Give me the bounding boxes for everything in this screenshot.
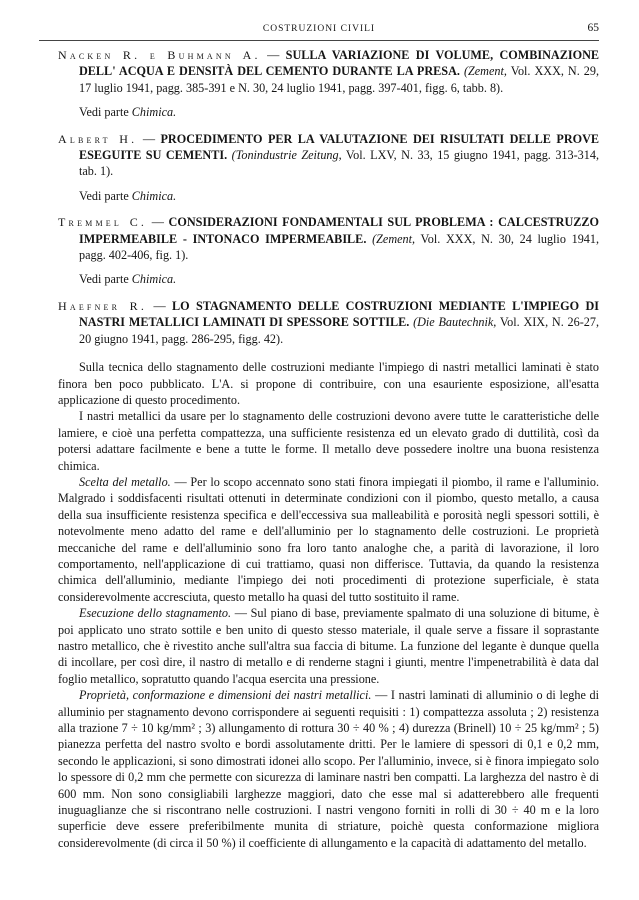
entry-author: Tremmel C. — [58, 215, 148, 230]
entry-title: LO STAGNAMENTO DELLE COSTRUZIONI MEDIANTE L'IMPIEGO DI NASTRI METALLICI LAMINATI DI SPESSORE SOTTILE. — [79, 298, 600, 330]
abstract-paragraph: I nastri metallici da usare per lo stagnamento delle costruzioni devono avere tutte le caratteristiche delle lamiere, e cioè una perfetta compattezza, una sufficiente resistenza ed un elevato grado di duttilità, così da potersi adattare facilmente e bene a tutte le forme. Il metallo deve possedere inoltre una buona resistenza chimica. — [58, 409, 599, 473]
entry-details: Vol. XXX, N. 30, 24 luglio 1941, pagg. 402-406, fig. 1). — [79, 231, 600, 263]
running-title: COSTRUZIONI CIVILI — [262, 24, 376, 34]
entry-author: Albert H. — [58, 131, 138, 146]
entry-author: Haefner R. — [58, 298, 148, 313]
section-heading: Proprietà, conformazione e dimensioni dei nastri metallici. — [79, 688, 372, 703]
entry-reference — [58, 131, 599, 180]
bibliographic-entry — [58, 47, 599, 121]
bibliographic-entry — [58, 131, 599, 205]
entry-dash: — — [142, 131, 156, 146]
entry-details: Vol. XXX, N. 29, 17 luglio 1941, pagg. 385-391 e N. 30, 24 luglio 1941, pagg. 397-401, figg. 6, tabb. 8). — [79, 64, 600, 95]
entry-title: SULLA VARIAZIONE DI VOLUME, COMBINAZIONE DELL' ACQUA E DENSITÀ DEL CEMENTO DURANTE LA PRESA. — [79, 48, 600, 79]
section-dash: — — [375, 688, 388, 703]
see-also-label: Vedi parte — [79, 105, 129, 120]
entry-title: CONSIDERAZIONI FONDAMENTALI SUL PROBLEMA : CALCESTRUZZO IMPERMEABILE - INTONACO IMPERMEABILE. — [79, 215, 599, 246]
header-rule — [39, 40, 599, 41]
entry-see-also — [79, 104, 599, 120]
page-number: 65 — [587, 22, 599, 34]
page-body — [58, 47, 599, 851]
entry-details: Vol. XIX, N. 26-27, 20 giugno 1941, pagg. 286-295, figg. 42). — [79, 315, 600, 346]
see-also-subject: Chimica. — [131, 188, 177, 203]
see-also-subject: Chimica. — [131, 105, 177, 120]
see-also-subject: Chimica. — [131, 272, 177, 287]
entry-abstract — [58, 359, 599, 851]
section-heading: Esecuzione dello stagnamento. — [79, 606, 231, 621]
entry-journal: (Die Bautechnik, — [413, 315, 497, 330]
entry-reference — [58, 47, 599, 96]
bibliographic-entry — [58, 214, 599, 288]
entry-title: PROCEDIMENTO PER LA VALUTAZIONE DEI RISULTATI DELLE PROVE ESEGUITE SU CEMENTI. — [79, 131, 600, 163]
section-dash: — — [234, 606, 247, 621]
section-dash: — — [174, 474, 187, 489]
entry-reference — [58, 214, 599, 263]
section-heading: Scelta del metallo. — [79, 474, 171, 489]
entry-author: Nacken R. e Buhmann A. — [58, 48, 261, 62]
section-text: Per lo scopo accennato sono stati finora impiegati il piombo, il rame e l'alluminio. Malgrado i soddisfacenti risultati ottenuti in determinate condizioni con il piombo, questo metallo, a causa della sua insufficiente resistenza specifica e dell'eccessiva sua malleabilità e porosità negli spessori sottili, è notevolmente meno adatto del rame e dell'alluminio per lo stagnamento delle costruzioni. Le proprietà meccaniche del rame e dell'alluminio sono fra loro tanto analoghe che, a parità di lavorazione, il loro comportamento, nell'applicazione di cui trattiamo, quasi non differisce. Tuttavia, da quando la resistenza chimica dell'alluminio, mediante l'impiego dei noti procedimenti di protezione superficiale, è stata considerevolmente accresciuta, questo metallo ha quasi del tutto sostituito il rame. — [58, 474, 600, 604]
entry-journal: (Zement, — [463, 64, 507, 79]
entry-dash: — — [267, 48, 280, 62]
entry-dash: — — [151, 215, 164, 230]
bibliographic-entry — [58, 298, 599, 851]
abstract-paragraph: Sulla tecnica dello stagnamento delle costruzioni mediante l'impiego di nastri metallici laminati è stato finora ben poco pubblicato. L'A. si propone di contribuire, con una esauriente esposizione, all'esatta applicazione di questo procedimento. — [58, 360, 599, 407]
entry-see-also — [79, 271, 599, 287]
abstract-paragraph — [58, 687, 599, 851]
section-text: Sul piano di base, previamente spalmato di una soluzione di bitume, è poi applicato uno strato sottile e ben unito di questo stesso materiale, il quale serve a fissare il soprastante nastro metallico, che è rivestito anche sull'altra sua faccia di bitume. La funzione del legante è dunque quella di incollare, per così dire, il nastro di metallo e di renderne stagni i giunti, mentre l'impenetrabilità è data dal foglio metallico, sopratutto quando l'acqua esercita una pressione. — [58, 606, 600, 686]
entry-see-also — [79, 188, 599, 204]
entry-dash: — — [153, 298, 166, 313]
see-also-label: Vedi parte — [79, 272, 129, 287]
abstract-paragraph — [58, 474, 599, 605]
entry-details: Vol. LXV, N. 33, 15 giugno 1941, pagg. 313-314, tab. 1). — [79, 148, 600, 179]
see-also-label: Vedi parte — [79, 188, 129, 203]
section-text: I nastri laminati di alluminio o di leghe di alluminio per stagnamento devono corrispondere ai seguenti requisiti : 1) compattezza assoluta ; 2) resistenza alla trazione 7 ÷ 10 kg/mm² ; 3) allungamento di rottura 30 ÷ 40 % ; 4) durezza (Brinell) 10 ÷ 25 kg/mm² ; 5) pianezza perfetta del nastro svolto e bordi assolutamente dritti. Per le lamiere di spessori di 0,1 e 0,2 mm, secondo le applicazioni, si sono dimostrati idonei allo scopo. Per l'alluminio, invece, si è finora impiegato solo lo spessore di 0,2 mm che permette con sicurezza di laminare nastri ben compatti. La larghezza del nastro è di 600 mm. Non sono consigliabili larghezze maggiori, dato che esse mal si adatterebbero alle frequenti inuguaglianze che si riscontrano nelle costruzioni. I nastri vengono forniti in rolli di 30 ÷ 40 m e la loro superficie deve essere preferibilmente munita di striature, poichè questa conformazione migliora considerevolmente (di circa il 50 %) il coefficiente di allungamento e la capacità di adattamento del metallo. — [58, 688, 600, 850]
entry-journal: (Tonindustrie Zeitung, — [231, 148, 342, 163]
entry-journal: (Zement, — [372, 231, 416, 246]
entry-reference — [58, 298, 599, 347]
abstract-paragraph — [58, 605, 599, 687]
running-head — [39, 20, 599, 40]
